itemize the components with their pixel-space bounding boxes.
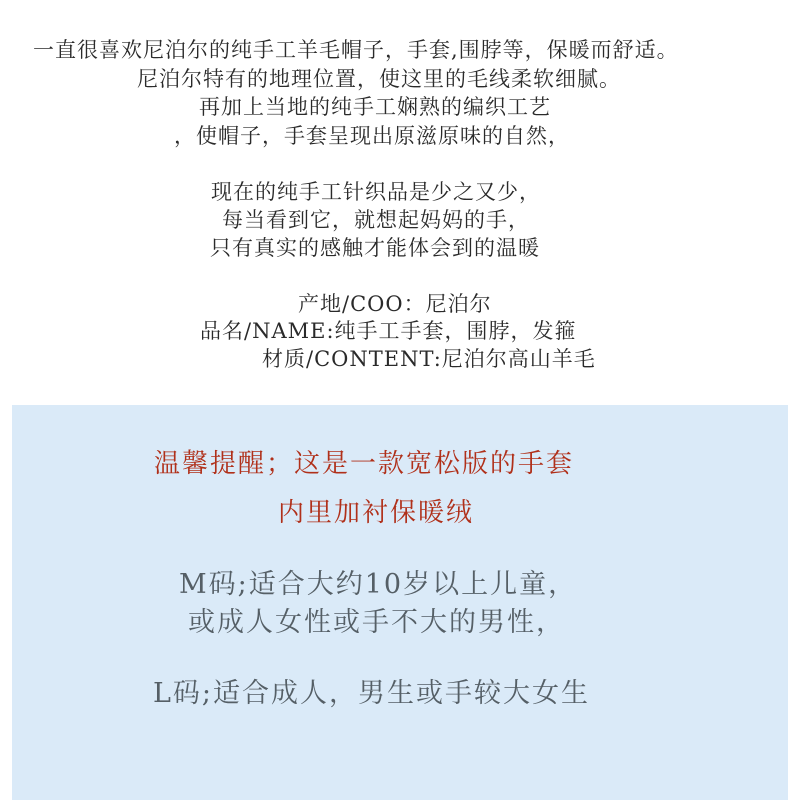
- spec-material: 材质/CONTENT:尼泊尔高山羊毛: [262, 347, 596, 371]
- intro-text-line: 现在的纯手工针织品是少之又少，: [211, 180, 541, 204]
- intro-text-line: ，使帽子，手套呈现出原滋原味的自然，: [174, 124, 570, 148]
- intro-text-line: 每当看到它，就想起妈妈的手，: [222, 208, 530, 232]
- spec-name: 品名/NAME:纯手工手套，围脖，发箍: [200, 319, 577, 343]
- m-size-text: M码;适合大约10岁以上儿童，: [179, 569, 578, 600]
- size-notice-panel: [12, 405, 788, 800]
- warning-text: 温馨提醒；这是一款宽松版的手套: [154, 449, 575, 479]
- m-size-text: 或成人女性或手不大的男性，: [188, 607, 565, 638]
- intro-text-line: 尼泊尔特有的地理位置，使这里的毛线柔软细腻。: [137, 67, 621, 91]
- intro-text-line: 一直很喜欢尼泊尔的纯手工羊毛帽子，手套,围脖等，保暖而舒适。: [33, 38, 679, 62]
- intro-text-line: 再加上当地的纯手工娴熟的编织工艺: [199, 95, 551, 119]
- intro-text-line: 只有真实的感触才能体会到的温暖: [210, 236, 540, 260]
- spec-origin: 产地/COO：尼泊尔: [298, 292, 492, 316]
- warning-text: 内里加衬保暖绒: [278, 498, 475, 528]
- l-size-text: L码;适合成人，男生或手较大女生: [153, 678, 591, 709]
